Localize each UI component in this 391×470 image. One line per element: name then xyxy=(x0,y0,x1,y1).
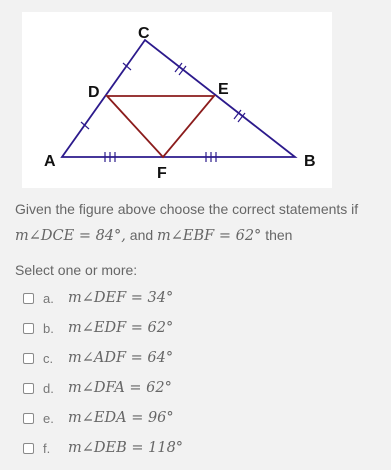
option-letter-f: f. xyxy=(43,440,51,456)
question-line-2 xyxy=(15,222,387,249)
answer-options xyxy=(23,283,383,463)
option-statement-d: m∠DFA = 62° xyxy=(68,380,172,396)
vertex-label-e: E xyxy=(218,81,229,98)
option-a[interactable] xyxy=(23,283,383,313)
given-angle-dce: m∠DCE = 84°, xyxy=(15,228,126,244)
option-e[interactable] xyxy=(23,403,383,433)
checkbox-b[interactable] xyxy=(23,323,34,334)
option-letter-e: e. xyxy=(43,410,54,426)
question-line-1: Given the figure above choose the correct statements if xyxy=(15,201,359,217)
option-statement-a: m∠DEF = 34° xyxy=(68,290,174,306)
checkbox-a[interactable] xyxy=(23,293,34,304)
option-statement-b: m∠EDF = 62° xyxy=(68,320,174,336)
checkbox-f[interactable] xyxy=(23,443,34,454)
checkbox-e[interactable] xyxy=(23,413,34,424)
option-letter-d: d. xyxy=(43,380,54,396)
question-and: and xyxy=(129,227,154,243)
option-c[interactable] xyxy=(23,343,383,373)
vertex-label-a: A xyxy=(44,153,56,170)
option-letter-b: b. xyxy=(43,320,54,336)
question-then: then xyxy=(265,227,293,243)
select-prompt: Select one or more: xyxy=(15,262,138,278)
option-d[interactable] xyxy=(23,373,383,403)
option-b[interactable] xyxy=(23,313,383,343)
option-letter-a: a. xyxy=(43,290,54,306)
figure-svg xyxy=(22,12,332,188)
question-text xyxy=(15,196,387,249)
checkbox-c[interactable] xyxy=(23,353,34,364)
vertex-label-f: F xyxy=(157,165,167,182)
option-statement-c: m∠ADF = 64° xyxy=(68,350,174,366)
vertex-label-b: B xyxy=(304,153,316,170)
option-f[interactable] xyxy=(23,433,383,463)
given-angle-ebf: m∠EBF = 62° xyxy=(157,228,262,244)
inner-triangle xyxy=(107,96,214,157)
vertex-label-d: D xyxy=(88,84,100,101)
vertex-label-c: C xyxy=(138,25,150,42)
option-statement-f: m∠DEB = 118° xyxy=(68,440,184,456)
option-letter-c: c. xyxy=(43,350,54,366)
option-statement-e: m∠EDA = 96° xyxy=(68,410,174,426)
checkbox-d[interactable] xyxy=(23,383,34,394)
triangle-figure xyxy=(22,12,332,188)
